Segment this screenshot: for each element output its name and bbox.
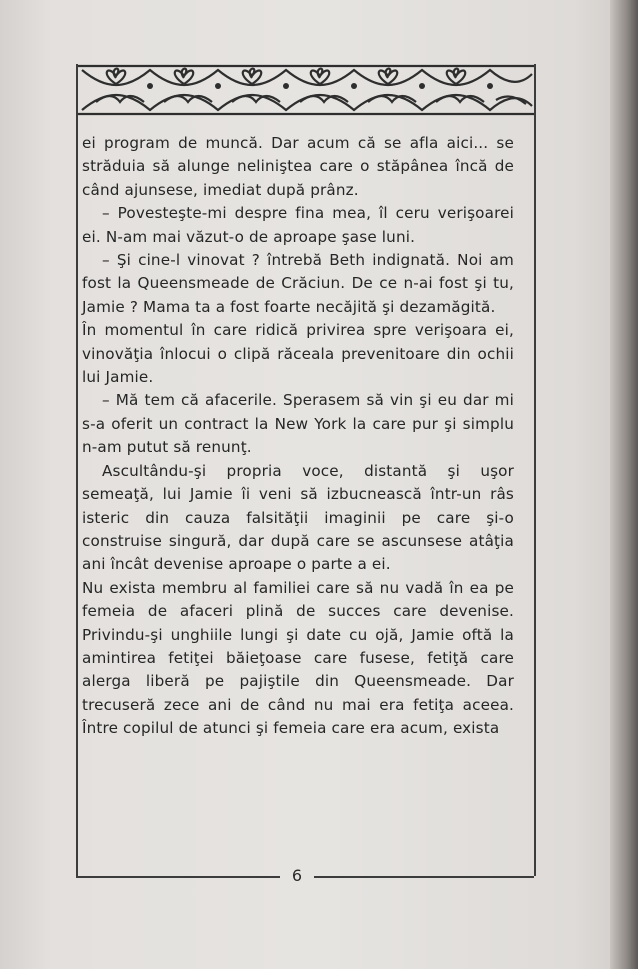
paragraph: Ascultându-şi propria voce, distantă şi uşor semeaţă, lui Jamie îi veni să izbucnească într-un râs isteric din cauza falsităţii imaginii pe care şi-o construise singură, dar după care se ascunsese atâţia ani încât devenise aproape o parte a ei. [82, 461, 514, 574]
paragraph: – Şi cine-l vinovat ? întrebă Beth indignată. Noi am fost la Queensmeade de Crăciun. De ce n-ai fost şi tu, Jamie ? Mama ta a fost foarte necăjită şi dezamăgită. [82, 251, 514, 316]
paragraph: – Povesteşte-mi despre fina mea, îl ceru verişoarei ei. N-am mai văzut-o de aproape şase luni. [82, 204, 514, 246]
paragraph: ei program de muncă. Dar acum că se afla aici... se străduia să alunge neliniştea care o stăpânea încă de când ajunsese, imediat după prânz. [82, 134, 514, 199]
footer-rule-left [76, 876, 280, 878]
art-nouveau-header-ornament-icon [76, 56, 536, 120]
paragraph: Nu exista membru al familiei care să nu vadă în ea pe femeia de afaceri plină de succes care devenise. Privindu-şi unghiile lungi şi date cu ojă, Jamie oftă la amintirea fetiţei băieţoase care fusese, fetiţă care alerga liberă pe pajiştile din Queensmeade. Dar trecuseră zece ani de când nu mai era fetiţa aceea. Între copilul de atunci şi femeia care era acum, exista [82, 578, 514, 738]
footer-rule-right [314, 876, 534, 878]
page-number: 6 [291, 866, 303, 885]
paragraph: În momentul în care ridică privirea spre verişoara ei, vinovăţia înlocui o clipă răceala prevenitoare din ochii lui Jamie. [82, 321, 514, 387]
paragraph: – Mă tem că afacerile. Sperasem să vin şi eu dar mi s-a oferit un contract la New York la care pur şi simplu n-am putut să renunţ. [82, 391, 514, 457]
book-spine-shadow [610, 0, 638, 969]
body-text [82, 132, 514, 741]
